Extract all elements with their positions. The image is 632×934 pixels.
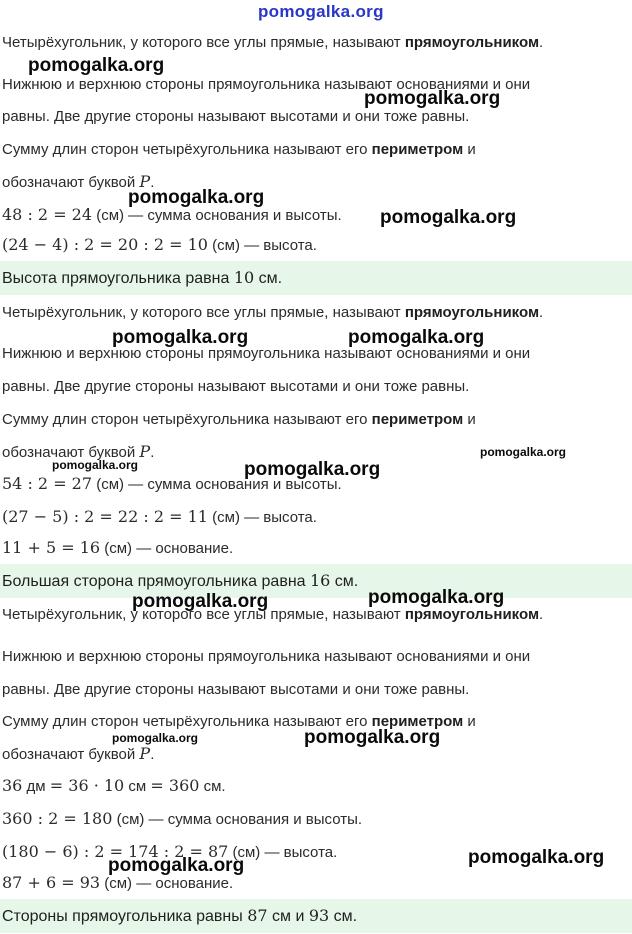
task2-step-3: 11 + 5 = 16 (см) — основание. (2, 538, 234, 557)
task1-step-2: (24 − 4) : 2 = 20 : 2 = 10 (см) — высота. (2, 235, 317, 254)
watermark: pomogalka.org (52, 458, 139, 472)
watermark: pomogalka.org (244, 459, 381, 480)
watermark: pomogalka.org (364, 88, 501, 109)
theory-line-2: Нижнюю и верхнюю стороны прямоугольника называют основаниями и они (2, 76, 531, 93)
watermark: pomogalka.org (132, 591, 269, 612)
theory3-line-2: Нижнюю и верхнюю стороны прямоугольника называют основаниями и они (2, 648, 531, 665)
theory2-line-5: обозначают буквой P. (2, 442, 155, 461)
watermark: pomogalka.org (112, 327, 249, 348)
watermark: pomogalka.org (108, 855, 245, 876)
watermark: pomogalka.org (480, 445, 567, 459)
theory-line-3: равны. Две другие стороны называют высотами и они тоже равны. (2, 108, 470, 125)
watermark: pomogalka.org (348, 327, 485, 348)
watermark: pomogalka.org (28, 55, 165, 76)
task3-step-0: 36 дм = 36 · 10 см = 360 см. (2, 776, 226, 795)
task1-answer: Высота прямоугольника равна 10 см. (0, 261, 632, 295)
theory2-line-3: равны. Две другие стороны называют высотами и они тоже равны. (2, 378, 470, 395)
theory3-line-4: Сумму длин сторон четырёхугольника называют его периметром и (2, 713, 476, 730)
watermark: pomogalka.org (128, 187, 265, 208)
watermark: pomogalka.org (304, 727, 441, 748)
task3-answer: Стороны прямоугольника равны 87 см и 93 см. (0, 899, 632, 933)
theory2-line-2: Нижнюю и верхнюю стороны прямоугольника называют основаниями и они (2, 345, 531, 362)
theory3-line-1: Четырёхугольник, у которого все углы прямые, называют прямоугольником. (2, 606, 544, 623)
theory3-line-3: равны. Две другие стороны называют высотами и они тоже равны. (2, 681, 470, 698)
theory-line-5: обозначают буквой P. (2, 172, 155, 191)
task3-step-1: 360 : 2 = 180 (см) — сумма основания и высоты. (2, 809, 363, 828)
watermark: pomogalka.org (112, 731, 199, 745)
theory3-line-5: обозначают буквой P. (2, 744, 155, 763)
theory2-line-4: Сумму длин сторон четырёхугольника называют его периметром и (2, 411, 476, 428)
task2-answer: Большая сторона прямоугольника равна 16 см. (0, 564, 632, 598)
task1-step-1: 48 : 2 = 24 (см) — сумма основания и высоты. (2, 205, 342, 224)
watermark: pomogalka.org (468, 847, 605, 868)
site-header-link[interactable]: pomogalka.org (258, 2, 384, 21)
theory-line-4: Сумму длин сторон четырёхугольника называют его периметром и (2, 141, 476, 158)
watermark: pomogalka.org (380, 207, 517, 228)
task2-step-1: 54 : 2 = 27 (см) — сумма основания и высоты. (2, 474, 342, 493)
watermark: pomogalka.org (368, 587, 505, 608)
theory2-line-1: Четырёхугольник, у которого все углы прямые, называют прямоугольником. (2, 304, 544, 321)
task3-step-3: 87 + 6 = 93 (см) — основание. (2, 873, 234, 892)
task3-step-2: (180 − 6) : 2 = 174 : 2 = 87 (см) — высота. (2, 842, 338, 861)
task2-step-2: (27 − 5) : 2 = 22 : 2 = 11 (см) — высота. (2, 507, 317, 526)
theory-line-1: Четырёхугольник, у которого все углы прямые, называют прямоугольником. (2, 34, 544, 51)
